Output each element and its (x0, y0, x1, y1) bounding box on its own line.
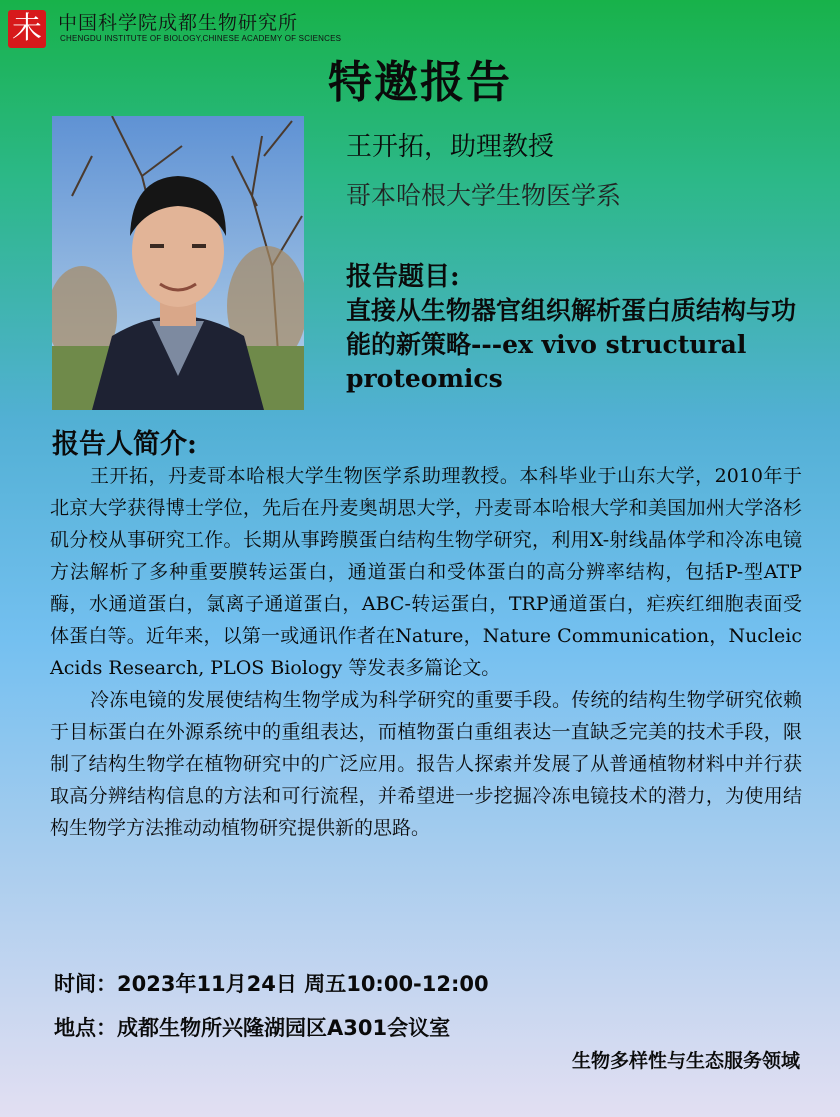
event-time: 时间：2023年11月24日 周五10:00-12:00 (54, 972, 489, 996)
institute-name-en: CHENGDU INSTITUTE OF BIOLOGY,CHINESE ACADEMY OF SCIENCES (60, 34, 342, 43)
report-topic: 直接从生物器官组织解析蛋白质结构与功能的新策略---ex vivo structural proteomics (346, 296, 797, 393)
bio-text (50, 460, 802, 844)
event-place: 地点：成都生物所兴隆湖园区A301会议室 (54, 1016, 451, 1040)
bio-paragraph: 冷冻电镜的发展使结构生物学成为科学研究的重要手段。传统的结构生物学研究依赖于目标蛋白在外源系统中的重组表达，而植物蛋白重组表达一直缺乏完美的技术手段，限制了结构生物学在植物研究中的广泛应用。报告人探索并发展了从普通植物材料中并行获取高分辨结构信息的方法和可行流程，并希望进一步挖掘冷冻电镜技术的潜力，为使用结构生物学方法推动动植物研究提供新的思路。 (50, 689, 802, 839)
bio-paragraph: 王开拓，丹麦哥本哈根大学生物医学系助理教授。本科毕业于山东大学，2010年于北京大学获得博士学位，先后在丹麦奥胡思大学，丹麦哥本哈根大学和美国加州大学洛杉矶分校从事研究工作。长期从事跨膜蛋白结构生物学研究，利用X-射线晶体学和冷冻电镜方法解析了多种重要膜转运蛋白，通道蛋白和受体蛋白的高分辨率结构，包括P-型ATP酶，水通道蛋白，氯离子通道蛋白，ABC-转运蛋白，TRP通道蛋白，疟疾红细胞表面受体蛋白等。近年来，以第一或通讯作者在Nature，Nature Communication，Nucleic Acids Research, PLOS Biology 等发表多篇论文。 (50, 465, 802, 679)
speaker-affiliation: 哥本哈根大学生物医学系 (346, 181, 622, 210)
institute-logo (8, 10, 46, 48)
speaker-name-title: 王开拓，助理教授 (346, 132, 555, 162)
logo-glyph: 未 (12, 11, 42, 46)
footer-organizer: 生物多样性与生态服务领域 (571, 1050, 800, 1072)
institute-name-cn: 中国科学院成都生物研究所 (58, 12, 299, 34)
page-title: 特邀报告 (328, 57, 512, 108)
report-topic-label: 报告题目: (346, 262, 460, 292)
speaker-photo (52, 116, 304, 410)
speaker-portrait-image (52, 116, 304, 410)
bio-label: 报告人简介: (52, 429, 197, 460)
